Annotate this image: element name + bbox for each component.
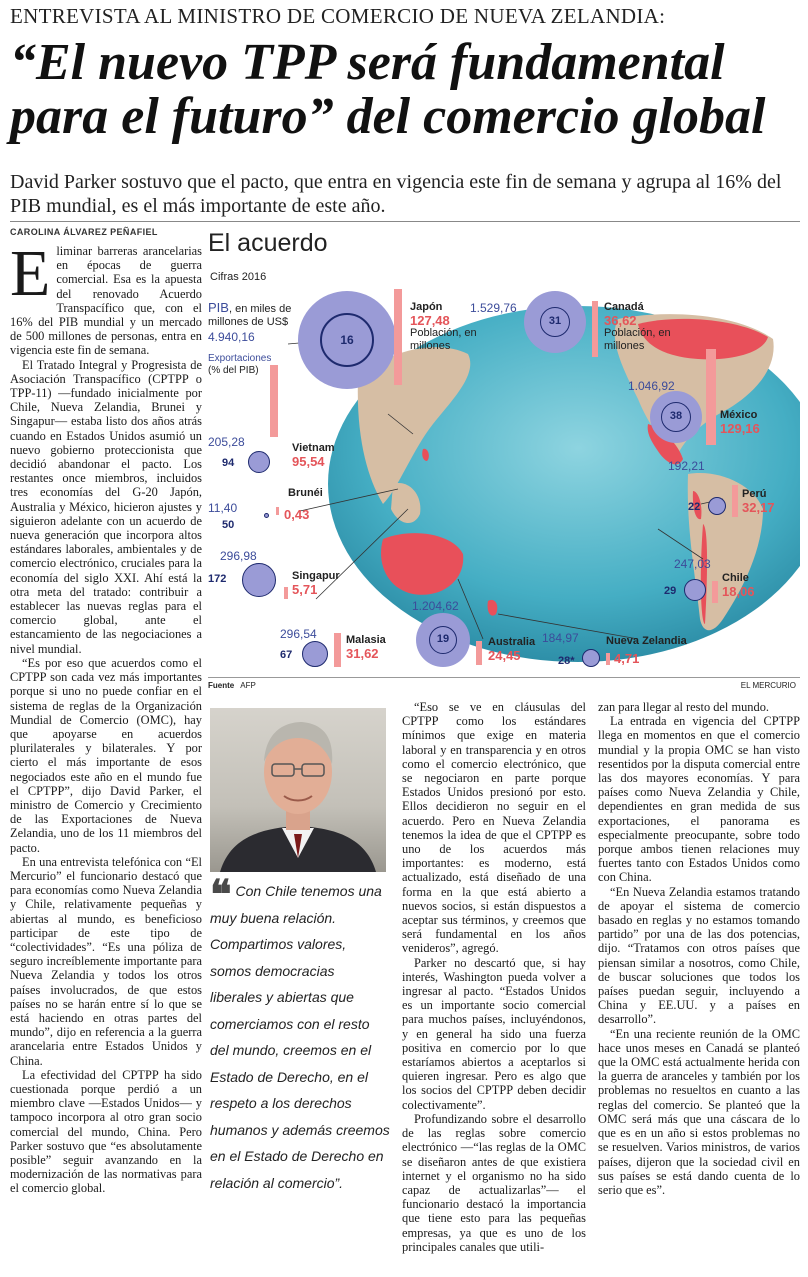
lead-paragraph [10,237,202,358]
graphic-credit: EL MERCURIO [740,681,796,690]
australia-label-block [488,635,535,663]
chile-pib-circle [684,579,706,601]
quote-mark-icon: ❝ [210,873,232,917]
singapore-pop-bar [284,587,288,599]
australia-name: Australia [488,636,536,648]
japan-pib: 4.940,16 [208,330,255,344]
article-column-1 [10,237,202,1196]
peru-pib-circle [708,497,726,515]
brunei-pop: 0,43 [284,507,310,522]
chile-pop: 18,06 [722,584,755,599]
australia-pop-bar [476,641,482,665]
paragraph: La efectividad del CPTPP ha sido cuestionada porque perdió a un miembro clave —Estados Unidos— y tampoco incorpora al otro gran socio comercial del mundo, China. Pero Parker sostuvo que “es absolutamente posible” seguir avanzando en la modernización de las normativas para el comercio global. [10,1067,202,1196]
new-zealand-pop: 4,71 [614,651,640,666]
australia-exports: 19 [429,626,457,654]
new-zealand-pib: 184,97 [542,631,579,645]
graphic-source [208,681,256,690]
japan-name: Japón [410,301,443,313]
legend-exports [208,353,271,377]
brunei-pib: 11,40 [208,501,238,515]
paragraph: zan para llegar al resto del mundo. [598,700,769,714]
legend-pop-label: Población, en millones [410,327,477,352]
mexico-pib-circle [650,391,702,443]
mexico-pop: 129,16 [720,421,760,436]
canada-pop-label: Población, en millones [604,327,671,352]
paragraph: Profundizando sobre el desarrollo de las reglas sobre comercio electrónico —“las reglas de la OMC se diseñaron antes de que existiera internet y el organismo no ha sido capaz de actualizarlas”— el funcionario destacó la importancia que tiene esto para las pequeñas empresas, ya que es uno de los principales canales que utili- [402,1111,586,1254]
mexico-exports: 38 [661,402,691,432]
vietnam-pop: 95,54 [292,454,325,469]
malaysia-name: Malasia [346,634,386,646]
canada-pop-bar [592,301,598,357]
vietnam-pib: 205,28 [208,435,245,449]
vietnam-name: Vietnam [292,442,335,454]
graphic-rule [208,677,800,678]
chile-label-block [722,571,755,599]
canada-exports: 31 [540,307,570,337]
peru-pop: 32,17 [742,500,775,515]
mexico-label-block [720,409,760,435]
japan-pib-circle [298,291,396,389]
malaysia-pib-circle [302,641,328,667]
brunei-pib-circle [264,513,269,518]
minister-photo [210,708,386,872]
paragraph: El Tratado Integral y Progresista de Asociación Transpacífico (CPTPP o TPP-11) —fundado inicialmente por Chile, Nueva Zelandia, Brunei y Singapur— estaba listo dos años atrás cuando en Estados Unidos asumió un nuevo gobierno proteccionista que decidió abandonar el pacto. Los restantes once miembros, incluidos tres economías del G-20 Japón, Australia y México, hicieron ajustes y siguieron adelante con un acuerdo de nueva generación que incorpora altos estándares laborales, ambientales y de comercio electrónico, cruciales para la economía del siglo XXI. Ahí está la otra meta del tratado: contribuir a establecer las nuevas reglas para el comercio global, ante el estancamiento de las negociaciones a nivel mundial. [10,357,202,656]
mexico-pib: 1.046,92 [628,379,675,393]
mexico-pop-bar [706,349,716,445]
singapore-pib: 296,98 [220,549,257,563]
source-value: AFP [240,681,256,690]
portrait-illustration [210,708,386,872]
legend-pib-label: PIB [208,300,229,315]
peru-name: Perú [742,488,767,500]
peru-pib: 192,21 [668,459,705,473]
legend-pib [208,301,296,344]
japan-pop-bar [394,289,402,385]
canada-pop: 36,62 [604,313,637,328]
malaysia-pop-bar [334,633,341,667]
singapore-label-block [292,569,340,597]
brunei-pop-bar [276,507,279,515]
paragraph: “Eso se ve en cláusulas del CPTPP como los estándares mínimos que exige en materia laboral y en transparencia y en otros como el comercio electrónico, que se negociaron en parte porque Estados Unidos presionó por esto. Ellos decidieron no seguir en el acuerdo. Pero en Nueva Zelandia tenemos la idea de que el CPTPP es uno de los acuerdos más importantes: es moderno, está actualizado, está diseñado de una forma en la que está abierto a nuevos socios, si están dispuestos a aceptar sus términos, y creemos que será fundamental en los años venideros”, agregó. [402,700,586,956]
new-zealand-pib-circle [582,649,600,667]
brunei-exports: 50 [222,519,235,531]
paragraph: En una entrevista telefónica con “El Mercurio” el funcionario destacó que para economías como Nueva Zelandia y Chile, relativamente pequeñas y abiertas al mundo, es beneficioso participar de este tipo de “colectividades”. “Es una póliza de seguro increíblemente importante para Nueva Zelandia y todos los otros países involucrados, de que estos países no se harán entre sí lo que se está haciendo en otras partes del mundo”, dijo en referencia a la guerra arancelaria entre Estados Unidos y China. [10,854,202,1068]
peru-pop-bar [732,485,738,517]
malaysia-label-block [346,633,386,661]
deck: David Parker sostuvo que el pacto, que entra en vigencia este fin de semana y agrupa al 16% del PIB mundial, es el más importante de este año. [10,171,782,217]
vietnam-pib-circle [248,451,270,473]
brunei-name: Brunéi [288,487,323,499]
paragraph: “En Nueva Zelandia estamos tratando de apoyar el sistema de comercio basado en reglas y no estamos tomando partido” por una de las dos potencias, dijo. “Tratamos con otros países que piensan similar a nosotros, como Chile, de buscar soluciones que todos los países puedan seguir, incluyendo a China y EE.UU. y a países en desarrollo”. [598,884,800,1027]
pull-quote [210,873,390,1196]
peru-label-block [742,487,775,515]
kicker: ENTREVISTA AL MINISTRO DE COMERCIO DE NUEVA ZELANDIA: [10,4,666,28]
byline: CAROLINA ÁLVAREZ PEÑAFIEL [10,227,158,237]
legend-exports-rest: (% del PIB) [208,365,259,376]
malaysia-pib: 296,54 [280,627,317,641]
lead-text: liminar barreras arancelarias en épocas de guerra comercial. Esa es la apuesta del renovado Acuerdo Transpacífico que, con el 16% del PIB mundial y un mercado de 500 millones de personas, entra en vigencia este fin de semana. [10,244,202,358]
infographic [208,229,800,695]
graphic-subtitle: Cifras 2016 [210,271,267,283]
pull-quote-text: Con Chile tenemos una muy buena relación. Compartimos valores, somos democracias liberales y abiertas que comerciamos con el resto del mundo, creemos en el Estado de Derecho, en el respeto a los derechos humanos y además creemos en el Estado de Derecho en relación al comercio”. [210,883,390,1191]
canada-name: Canadá [604,301,644,313]
malaysia-pop: 31,62 [346,646,379,661]
japan-exports: 16 [320,313,374,367]
legend-pib-rest: , en miles de millones de US$ [208,303,292,328]
vietnam-label-block [292,441,335,469]
japan-pop: 127,48 [410,313,450,328]
malaysia-exports: 67 [280,649,293,661]
headline: “El nuevo TPP será fundamental para el futuro” del comercio global [10,34,766,145]
new-zealand-exports: 28* [558,655,575,667]
paragraph: “Es por eso que acuerdos como el CPTPP son cada vez más importantes porque si uno no puede confiar en el sistema de reglas de la Organización Mundial de Comercio (OMC), hay que apoyarse en acuerdos plurilaterales y bilaterales. Y por cierto el más importante de esos negociados este año en el mundo fue el CPTPP”, dijo David Parker, el ministro de Comercio y Crecimiento de las Exportaciones de Nueva Zelandia, uno de los 11 miembros del pacto. [10,655,202,855]
canada-pib-circle [524,291,586,353]
article-column-4 [598,700,800,1197]
chile-exports: 29 [664,585,677,597]
paragraph: La entrada en vigencia del CPTPP llega en momentos en que el comercio mundial y la propia OMC se han visto resentidos por la disputa comercial entre las dos mayores economías. Y para países como Nueva Zelandia y Chile, dependientes en gran medida de sus exportaciones, el panorama es especialmente preocupante, sobre todo porque ambos tienen relaciones muy fuertes tanto con Estados Unidos como con China. [598,714,800,885]
australia-pib-circle [416,613,470,667]
chile-pop-bar [712,581,718,603]
vietnam-pop-bar [270,365,278,437]
canada-label-block [604,301,676,353]
canada-pib: 1.529,76 [470,301,517,315]
header-rule [10,221,800,222]
chile-pib: 247,03 [674,557,711,571]
paragraph: “En una reciente reunión de la OMC hace unos meses en Canadá se planteó que la OMC está actualmente herida con la guerra de aranceles y también por los problemas no resueltos en cuanto a las reglas del comercio. Se planteó que la OMC será más que una cáscara de lo que es en un año si estos problemas no se resuelven. Varios ministros, de varios países, dijeron que la sociedad civil en sus países se está dando cuenta de lo serio que es”. [598,1026,800,1197]
australia-pib: 1.204,62 [412,599,459,613]
article-column-3 [402,700,586,1254]
peru-exports: 22 [688,501,701,513]
singapore-pop: 5,71 [292,582,318,597]
graphic-title: El acuerdo [208,229,328,257]
source-label: Fuente [208,681,235,690]
new-zealand-name: Nueva Zelandia [606,635,687,647]
new-zealand-pop-bar [606,653,610,665]
singapore-pib-circle [242,563,276,597]
paragraph: Parker no descartó que, si hay interés, Washington pueda volver a ingresar al pacto. “Estados Unidos es un importante socio comercial para muchos países, incluyéndonos, y en general ha sido una fuerza positiva en comercio por lo que estaríamos abiertos a aceptarlos si quieren ingresar. Pero es algo que los socios del CPTPP deben decidir colectivamente”. [402,955,586,1112]
legend-exports-label: Exportaciones [208,353,272,364]
singapore-name: Singapur [292,570,340,582]
chile-name: Chile [722,572,749,584]
australia-pop: 24,45 [488,648,521,663]
vietnam-exports: 94 [222,457,235,469]
mexico-name: México [720,409,758,421]
singapore-exports: 172 [208,573,227,585]
dropcap: E [10,237,51,310]
